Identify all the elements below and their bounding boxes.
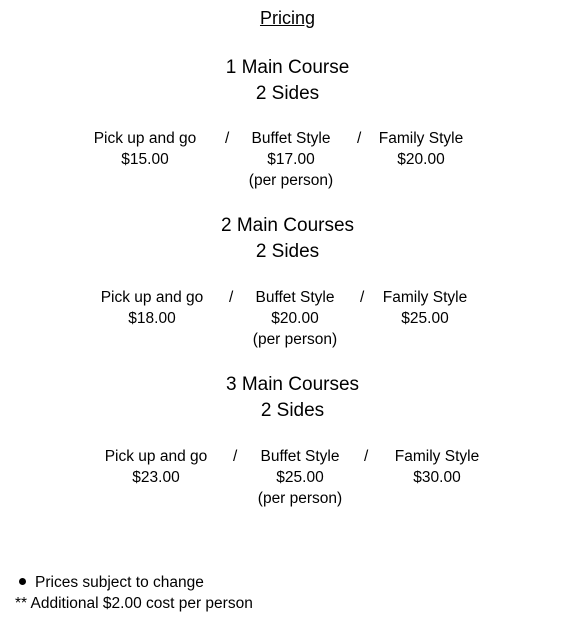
- option-label: Pick up and go: [93, 130, 197, 147]
- option-price: $20.00: [397, 151, 445, 168]
- option-label: Pick up and go: [100, 289, 204, 306]
- option-price: $25.00: [401, 310, 449, 327]
- package-heading: [0, 372, 575, 424]
- option-price: $18.00: [128, 310, 176, 327]
- option-price: $23.00: [132, 469, 180, 486]
- package-2: [0, 213, 575, 265]
- option-label: Family Style: [382, 289, 468, 306]
- package-3: [0, 372, 575, 424]
- option-note: (per person): [257, 490, 343, 507]
- package-sides: 2 Sides: [255, 241, 320, 262]
- option-pickup: [92, 128, 198, 170]
- option-price: $15.00: [121, 151, 169, 168]
- option-label: Buffet Style: [251, 130, 331, 147]
- option-pickup: [97, 287, 207, 329]
- package-main-courses: 3 Main Courses: [225, 374, 360, 395]
- option-family: [376, 128, 466, 170]
- option-price: $30.00: [413, 469, 461, 486]
- separator: /: [360, 289, 365, 306]
- notes: [15, 572, 253, 614]
- option-family: [380, 287, 470, 329]
- option-label: Pick up and go: [104, 448, 208, 465]
- bullet-note: [15, 572, 253, 593]
- separator: /: [357, 130, 362, 147]
- option-price: $25.00: [276, 469, 324, 486]
- option-price: $20.00: [271, 310, 319, 327]
- package-1: [0, 55, 575, 107]
- option-buffet: [250, 446, 350, 509]
- option-pickup: [101, 446, 211, 488]
- separator: /: [225, 130, 230, 147]
- option-label: Buffet Style: [255, 289, 335, 306]
- package-main-courses: 1 Main Course: [225, 57, 350, 78]
- option-label: Buffet Style: [260, 448, 340, 465]
- option-buffet: [241, 128, 341, 191]
- option-buffet: [245, 287, 345, 350]
- option-label: Family Style: [378, 130, 464, 147]
- package-heading: [0, 213, 575, 265]
- bullet-icon: [19, 578, 26, 585]
- separator: /: [229, 289, 234, 306]
- option-price: $17.00: [267, 151, 315, 168]
- page-title: Pricing: [259, 8, 316, 28]
- package-sides: 2 Sides: [260, 400, 325, 421]
- package-heading: [0, 55, 575, 107]
- option-family: [390, 446, 484, 488]
- option-note: (per person): [248, 172, 334, 189]
- separator: /: [233, 448, 238, 465]
- option-label: Family Style: [394, 448, 480, 465]
- package-sides: 2 Sides: [255, 83, 320, 104]
- bullet-note-text: Prices subject to change: [35, 574, 204, 591]
- separator: /: [364, 448, 369, 465]
- option-note: (per person): [252, 331, 338, 348]
- footnote: ** Additional $2.00 cost per person: [15, 595, 253, 612]
- package-main-courses: 2 Main Courses: [220, 215, 355, 236]
